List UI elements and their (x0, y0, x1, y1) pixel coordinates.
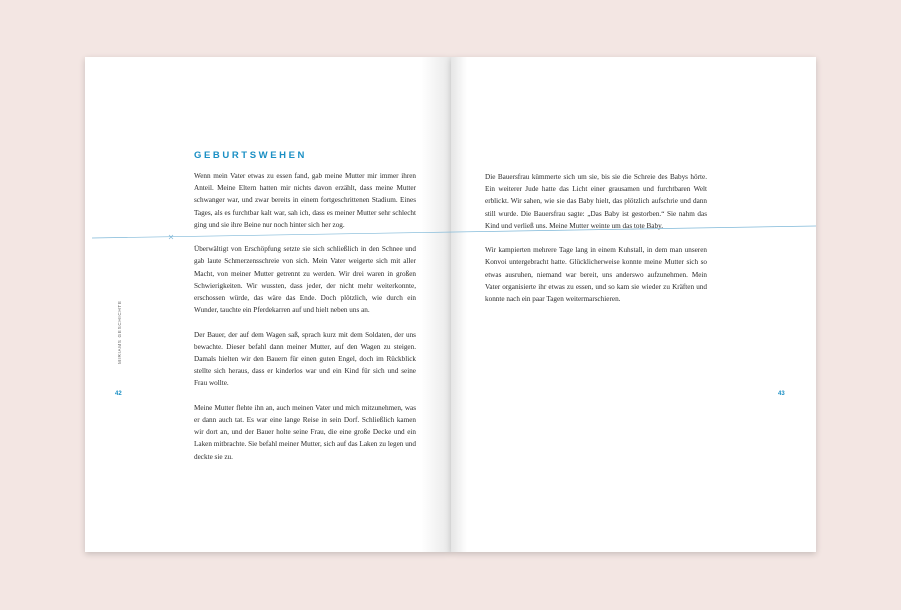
page-number-right: 43 (778, 391, 785, 397)
paragraph: Wenn mein Vater etwas zu essen fand, gab meine Mutter mir immer ihren Anteil. Meine Eltern hatten mir nichts davon erzählt, dass meine Mutter schwanger war, und zwar bereits in einem fortgeschrittenen Stadium. Eines Tages, als es furchtbar kalt war, sah ich, dass es meiner Mutter sehr schlecht ging und sie ihre Beine nur noch hinter sich her zog. (194, 172, 416, 229)
paragraph: Meine Mutter flehte ihn an, auch meinen Vater und mich mitzunehmen, was er dann auch tat. Es war eine lange Reise in sein Dorf. Schließlich kamen wir dort an, und der Bauer holte seine Frau, die eine große Decke und ein Laken mitbrachte. Sie befahl meiner Mutter, sich auf das Laken zu legen und deckte sie zu. (194, 403, 416, 461)
guide-line-stroke (92, 226, 816, 238)
paragraph: Der Bauer, der auf dem Wagen saß, sprach kurz mit dem Soldaten, der uns bewachte. Dieser befahl dann meiner Mutter, auf den Wagen zu steigen. Damals hielten wir den Bauern für einen guten Engel, doch im Rückblick stellte sich heraus, dass er kinderlos war und ein Kind für sich und seine Frau wollte. (194, 330, 416, 388)
paragraph: Die Bauersfrau kümmerte sich um sie, bis sie die Schreie des Babys hörte. Ein weiterer Jude hatte das Licht einer grausamen und furchtbaren Welt erblickt. Wir sahen, wie sie das Baby hielt, das plötzlich aufschrie und dann still wurde. Die Bauersfrau sagte: „Das Baby ist gestorben.“ Sie nahm das Kind und verließ uns. Meine Mutter weinte um das tote Baby. (485, 173, 707, 230)
chapter-heading: GEBURTSWEHEN (194, 150, 308, 161)
paragraph: Überwältigt von Erschöpfung setzte sie sich schließlich in den Schnee und gab laute Schmerzensschreie von sich. Mein Vater weigerte sich mit aller Macht, von meiner Mutter getrennt zu werden. Wir drei waren in großen Schwierigkeiten. Wir wussten, dass jeder, der nicht mehr weiterkonnte, erschossen würde, das wäre das Ende. Doch plötzlich, wie durch ein Wunder, tauchte ein Pferdekarren auf und hielt neben uns an. (194, 245, 416, 315)
page-number-left: 42 (115, 391, 122, 397)
running-head: MIRIAMS GESCHICHTE (117, 300, 122, 364)
paragraph: Wir kampierten mehrere Tage lang in einem Kuhstall, in dem man unseren Konvoi untergebracht hatte. Glücklicherweise konnte meine Mutter sich so etwas ausruhen, niemand war bereit, uns anderswo aufzunehmen. Mein Vater organisierte ihr etwas zu essen, und so kam sie wieder zu Kräften und konnte nach ein paar Tagen weitermarschieren. (485, 246, 707, 304)
